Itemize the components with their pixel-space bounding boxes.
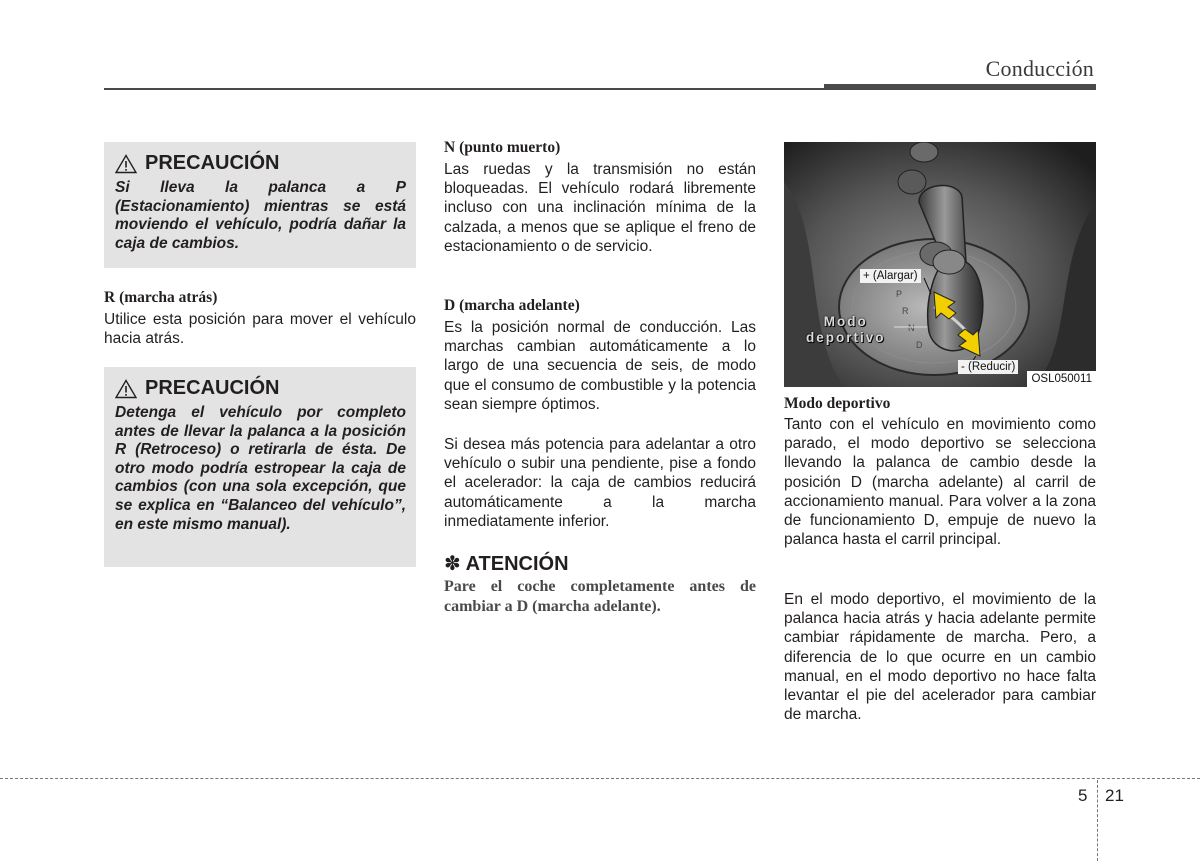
footer-dashed-rule	[0, 778, 1200, 779]
caution-header	[115, 377, 406, 400]
gear-shift-figure	[784, 142, 1096, 387]
header-rule-accent	[824, 84, 1096, 90]
drive-text-1: Es la posición normal de conducción. Las marchas cambian automáticamente a lo largo de una secuencia de seis, de modo que el consumo de combustible y la potencia sean siempre óptimos.	[444, 319, 756, 413]
attention-title: ✽ ATENCIÓN	[444, 553, 569, 575]
sport-text-1: Tanto con el vehículo en movimiento como parado, el modo deportivo se selecciona llevando la palanca de cambio desde la posición D (marcha adelante) al carril de accionamiento manual. Para volver a la zona de funcionamiento D, empuje de nuevo la palanca hasta el carril principal.	[784, 416, 1096, 549]
caution-header	[115, 152, 406, 175]
caution-text: Detenga el vehículo por completo antes de llevar la palanca a la posición R (Retroceso) o retirarla de ésta. De otro modo podría estropear la caja de cambios (con una sola excepción, que se explica en “Balanceo del vehículo”, en este mismo manual).	[115, 404, 406, 533]
svg-text:R: R	[902, 306, 909, 316]
svg-text:N: N	[908, 323, 915, 333]
figure-code: OSL050011	[1027, 371, 1096, 387]
caution-text: Si lleva la palanca a P (Estacionamiento) mientras se está moviendo el vehículo, podría dañar la caja de cambios.	[115, 179, 406, 252]
sport-text-2: En el modo deportivo, el movimiento de la palanca hacia atrás y hacia adelante permite cambiar rápidamente de marcha. Pero, a diferencia de lo que ocurre en un cambio manual, en el modo deportivo no hace falta levantar el pie del acelerador para cambiar de marcha.	[784, 591, 1096, 724]
neutral-text: Las ruedas y la transmisión no están bloqueadas. El vehículo rodará libremente incluso con una inclinación mínima de la calzada, a menos que se aplique el freno de estacionamiento o de servicio.	[444, 161, 756, 255]
reverse-heading: R (marcha atrás)	[104, 289, 218, 306]
caution-title: PRECAUCIÓN	[145, 152, 280, 174]
sport-heading: Modo deportivo	[784, 395, 891, 412]
figure-label-sport-mode: Modo deportivo	[806, 314, 886, 345]
footer-dashed-divider	[1097, 780, 1098, 861]
figure-label-upshift: + (Alargar)	[860, 269, 921, 283]
gear-shift-illustration	[784, 142, 1096, 387]
svg-text:P: P	[896, 289, 903, 299]
warning-triangle-icon	[115, 154, 137, 174]
attention-text: Pare el coche completamente antes de cambiar a D (marcha adelante).	[444, 578, 756, 615]
section-number: 5	[1078, 786, 1088, 805]
caution-box-1	[104, 142, 416, 268]
page-header-title: Conducción	[985, 56, 1094, 81]
reverse-text: Utilice esta posición para mover el vehículo hacia atrás.	[104, 311, 416, 348]
warning-triangle-icon	[115, 379, 137, 399]
figure-label-downshift: - (Reducir)	[958, 360, 1018, 374]
svg-text:D: D	[916, 340, 923, 350]
neutral-heading: N (punto muerto)	[444, 139, 561, 156]
caution-title: PRECAUCIÓN	[145, 377, 280, 399]
page-number: 21	[1105, 786, 1124, 805]
drive-heading: D (marcha adelante)	[444, 297, 580, 314]
drive-text-2: Si desea más potencia para adelantar a otro vehículo o subir una pendiente, pise a fondo el acelerador: la caja de cambios reducirá automáticamente a la marcha inmediatamente inferior.	[444, 436, 756, 530]
caution-box-2	[104, 367, 416, 567]
